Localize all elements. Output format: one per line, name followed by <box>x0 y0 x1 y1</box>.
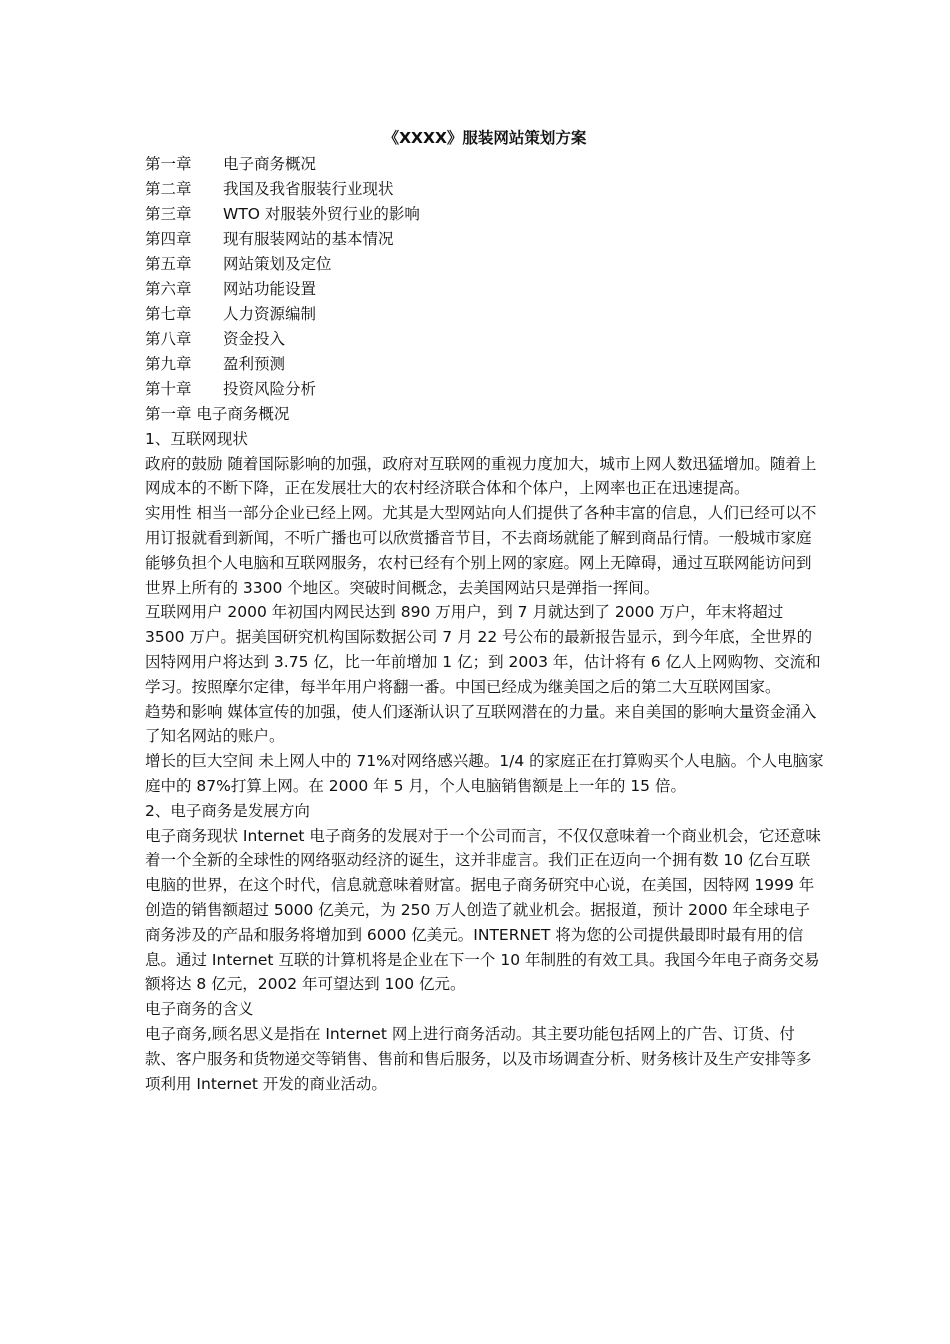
toc-item <box>145 302 825 327</box>
toc-item <box>145 202 825 227</box>
toc-chapter-number: 第十章 <box>145 380 192 398</box>
table-of-contents <box>145 152 825 402</box>
section-heading: 2、电子商务是发展方向 <box>145 801 310 820</box>
toc-item <box>145 177 825 202</box>
toc-chapter-number: 第七章 <box>145 305 192 323</box>
toc-chapter-title: 资金投入 <box>223 330 286 348</box>
paragraph-trend: 趋势和影响 媒体宣传的加强，使人们逐渐认识了互联网潜在的力量。来自美国的影响大量资金涌入了知名网站的账户。 <box>145 702 817 746</box>
document-title: 《XXXX》服装网站策划方案 <box>383 129 587 147</box>
paragraph-internet-users: 互联网用户 2000 年初国内网民达到 890 万用户，到 7 月就达到了 2000 万户，年末将超过 3500 万户。据美国研究机构国际数据公司 7 月 22 号公布的最新报告显示，到今年底，全世界的因特网用户将达到 3.75 亿，比一年前增加 1 亿；到 2003 年，估计将有 6 亿人上网购物、交流和学习。按照摩尔定律，每半年用户将翻一番。中国已经成为继美国之后的第二大互联网国家。 <box>145 603 821 696</box>
toc-chapter-title: 我国及我省服装行业现状 <box>223 180 394 198</box>
section-heading: 1、互联网现状 <box>145 429 248 448</box>
subsection-heading: 电子商务的含义 <box>145 1000 254 1019</box>
toc-chapter-title: 现有服装网站的基本情况 <box>223 230 394 248</box>
toc-chapter-number: 第四章 <box>145 230 192 248</box>
paragraph-ecommerce-meaning: 电子商务,顾名思义是指在 Internet 网上进行商务活动。其主要功能包括网上的广告、订货、付款、客户服务和货物递交等销售、售前和售后服务，以及市场调查分析、财务核计及生产安排等多项利用 Internet 开发的商业活动。 <box>145 1024 812 1093</box>
toc-chapter-number: 第五章 <box>145 255 192 273</box>
toc-chapter-title: 盈利预测 <box>223 355 286 373</box>
toc-chapter-title: 投资风险分析 <box>223 380 317 398</box>
paragraph-growth-space: 增长的巨大空间 未上网人中的 71%对网络感兴趣。1/4 的家庭正在打算购买个人电脑。个人电脑家庭中的 87%打算上网。在 2000 年 5 月，个人电脑销售额是上一年的 15 倍。 <box>145 752 824 795</box>
chapter-heading: 第一章 电子商务概况 <box>145 405 290 423</box>
toc-chapter-number: 第二章 <box>145 180 192 198</box>
toc-chapter-title: WTO 对服装外贸行业的影响 <box>223 205 420 223</box>
toc-item <box>145 252 825 277</box>
toc-item <box>145 152 825 177</box>
document-page <box>145 128 825 1096</box>
toc-chapter-number: 第八章 <box>145 330 192 348</box>
toc-chapter-number: 第九章 <box>145 355 192 373</box>
toc-chapter-number: 第一章 <box>145 155 192 173</box>
paragraph-ecommerce-status: 电子商务现状 Internet 电子商务的发展对于一个公司而言，不仅仅意味着一个商业机会，它还意味着一个全新的全球性的网络驱动经济的诞生，这并非虚言。我们正在迈向一个拥有数 10 亿台互联电脑的世界，在这个时代，信息就意味着财富。据电子商务研究中心说，在美国，因特网 1999 年创造的销售额超过 5000 亿美元，为 250 万人创造了就业机会。据报道，预计 2000 年全球电子商务涉及的产品和服务将增加到 6000 亿美元。INTERNET 将为您的公司提供最即时最有用的信息。通过 Internet 互联的计算机将是企业在下一个 10 年制胜的有效工具。我国今年电子商务交易额将达 8 亿元，2002 年可望达到 100 亿元。 <box>145 826 821 994</box>
toc-chapter-title: 网站功能设置 <box>223 280 317 298</box>
paragraph-practicality: 实用性 相当一部分企业已经上网。尤其是大型网站向人们提供了各种丰富的信息，人们已经可以不用订报就看到新闻，不听广播也可以欣赏播音节目，不去商场就能了解到商品行情。一般城市家庭能够负担个人电脑和互联网服务，农村已经有个别上网的家庭。网上无障碍，通过互联网能访问到世界上所有的 3300 个地区。突破时间概念，去美国网站只是弹指一挥间。 <box>145 504 817 597</box>
toc-chapter-title: 网站策划及定位 <box>223 255 332 273</box>
paragraph-government: 政府的鼓励 随着国际影响的加强，政府对互联网的重视力度加大，城市上网人数迅猛增加。随着上网成本的不断下降，正在发展壮大的农村经济联合体和个体户，上网率也正在迅速提高。 <box>145 454 817 498</box>
toc-chapter-title: 人力资源编制 <box>223 305 317 323</box>
toc-chapter-title: 电子商务概况 <box>223 155 317 173</box>
toc-item <box>145 352 825 377</box>
toc-item <box>145 277 825 302</box>
toc-chapter-number: 第三章 <box>145 205 192 223</box>
toc-item <box>145 327 825 352</box>
toc-item <box>145 227 825 252</box>
toc-chapter-number: 第六章 <box>145 280 192 298</box>
toc-item <box>145 377 825 402</box>
